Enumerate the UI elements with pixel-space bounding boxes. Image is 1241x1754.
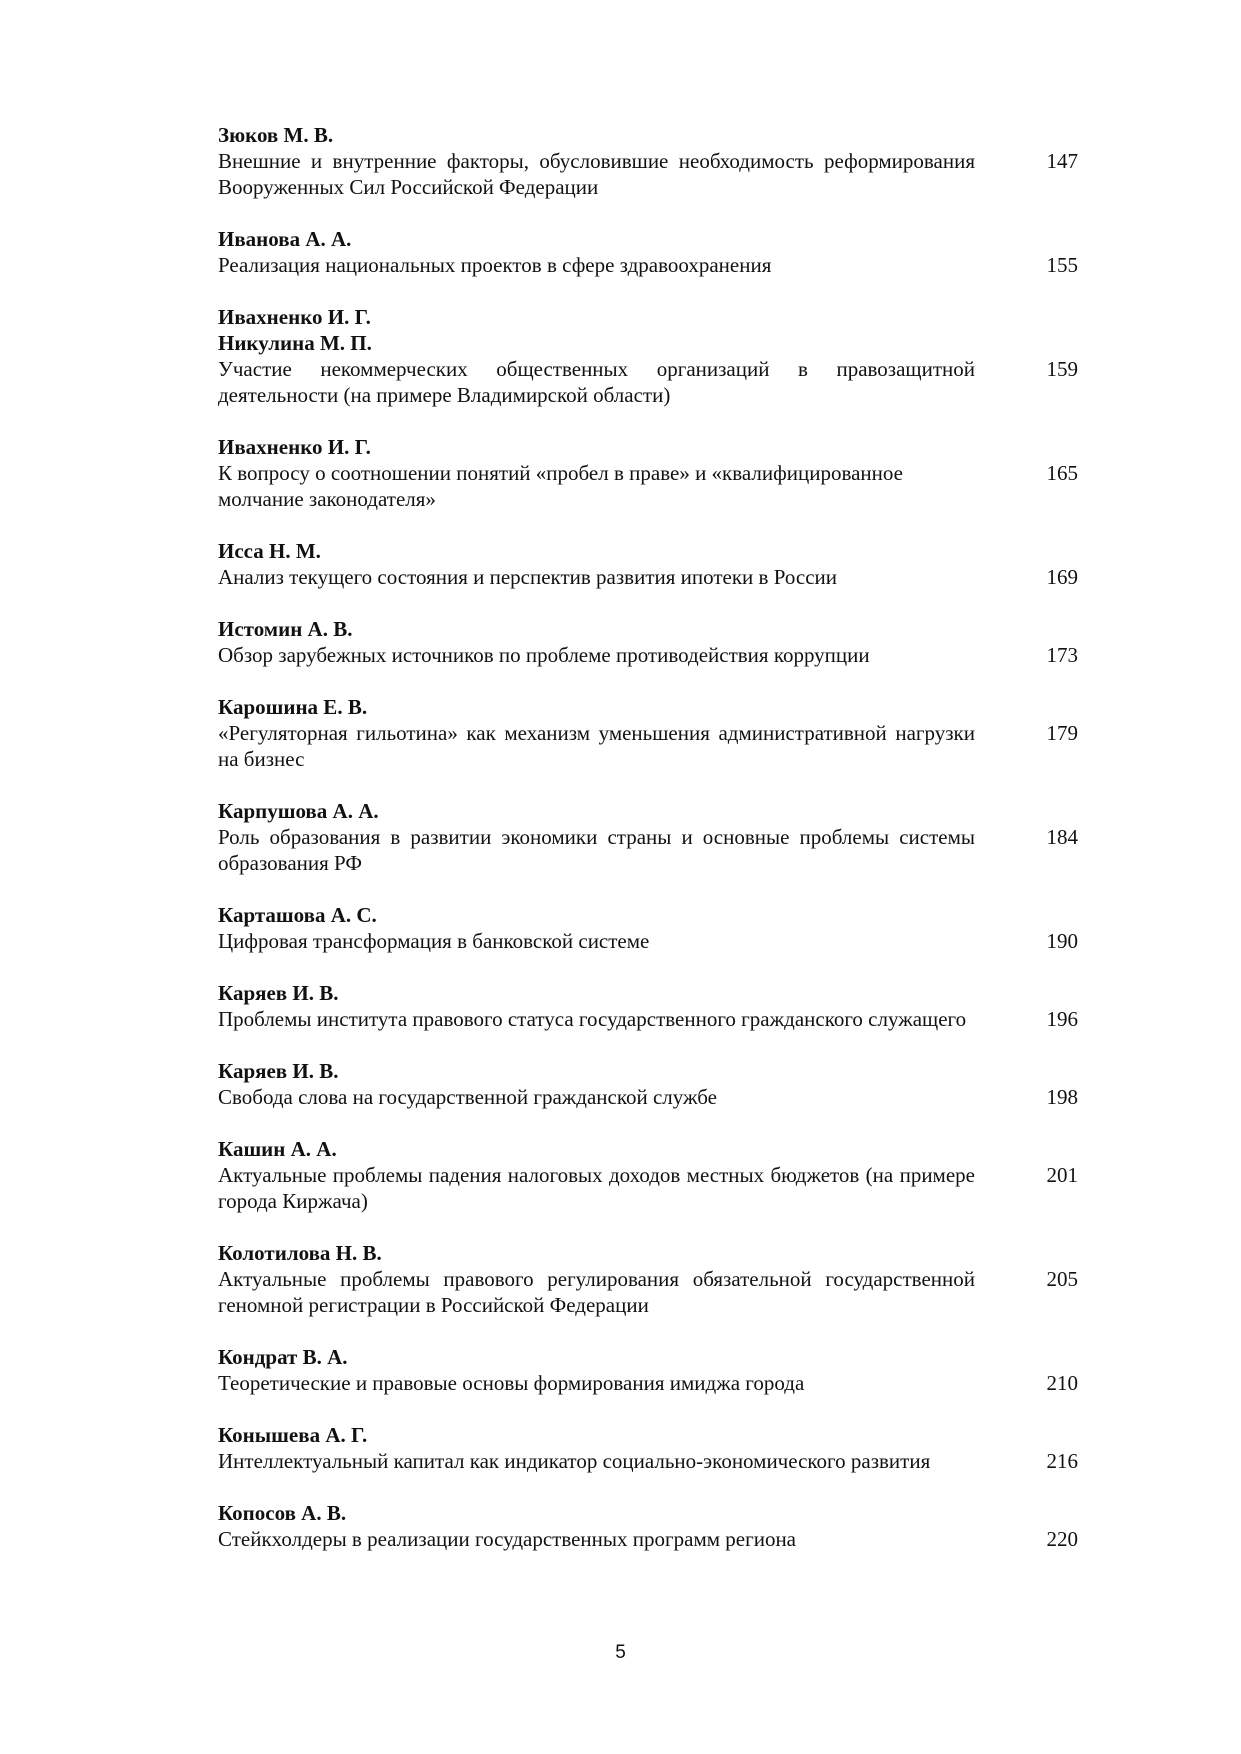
entry-page-number: 173 — [1046, 643, 1078, 667]
entry-title: Анализ текущего состояния и перспектив развития ипотеки в России — [218, 565, 837, 589]
entry-title: Интеллектуальный капитал как индикатор социально-экономического развития — [218, 1449, 931, 1473]
toc-entry — [218, 902, 1078, 954]
toc-entry — [218, 1058, 1078, 1110]
entry-author: Колотилова Н. В. — [218, 1241, 382, 1265]
toc-entry — [218, 226, 1078, 278]
entry-title: Цифровая трансформация в банковской системе — [218, 929, 650, 953]
entry-page-number: 184 — [1046, 825, 1078, 849]
entry-title: Участие некоммерческих общественных организаций в правозащитной деятельности (на примере Владимирской области) — [218, 357, 975, 407]
entry-title: Стейкхолдеры в реализации государственных программ региона — [218, 1527, 797, 1551]
entry-author: Каряев И. В. — [218, 981, 339, 1005]
toc-entry — [218, 304, 1078, 408]
table-of-contents — [218, 122, 1078, 1578]
toc-entry — [218, 1500, 1078, 1552]
entry-page-number: 155 — [1046, 253, 1078, 277]
entry-page-number: 220 — [1046, 1527, 1078, 1551]
entry-title: «Регуляторная гильотина» как механизм уменьшения административной нагрузки на бизнес — [218, 721, 975, 771]
entry-author: Кондрат В. А. — [218, 1345, 348, 1369]
footer-page-number: 5 — [615, 1642, 626, 1663]
entry-author: Карошина Е. В. — [218, 695, 368, 719]
entry-page-number: 169 — [1046, 565, 1078, 589]
toc-entry — [218, 980, 1078, 1032]
toc-entry — [218, 694, 1078, 772]
entry-author: Конышева А. Г. — [218, 1423, 368, 1447]
entry-page-number: 210 — [1046, 1371, 1078, 1395]
toc-entry — [218, 434, 1078, 512]
toc-entry — [218, 122, 1078, 200]
entry-title: Свобода слова на государственной гражданской службе — [218, 1085, 717, 1109]
toc-entry — [218, 1136, 1078, 1214]
entry-page-number: 198 — [1046, 1085, 1078, 1109]
entry-page-number: 205 — [1046, 1267, 1078, 1291]
entry-author: Исса Н. М. — [218, 539, 321, 563]
entry-author: Истомин А. В. — [218, 617, 353, 641]
entry-page-number: 179 — [1046, 721, 1078, 745]
entry-author: Никулина М. П. — [218, 331, 372, 355]
toc-entry — [218, 538, 1078, 590]
entry-title: К вопросу о соотношении понятий «пробел в праве» и «квалифицированное молчание законодателя» — [218, 461, 903, 511]
toc-entry — [218, 616, 1078, 668]
entry-page-number: 196 — [1046, 1007, 1078, 1031]
entry-title: Внешние и внутренние факторы, обусловившие необходимость реформирования Вооруженных Сил Российской Федерации — [218, 149, 975, 199]
entry-title: Актуальные проблемы правового регулирования обязательной государственной геномной регистрации в Российской Федерации — [218, 1267, 975, 1317]
entry-title: Обзор зарубежных источников по проблеме противодействия коррупции — [218, 643, 870, 667]
entry-author: Карташова А. С. — [218, 903, 377, 927]
entry-author: Иванова А. А. — [218, 227, 352, 251]
toc-entry — [218, 1344, 1078, 1396]
entry-page-number: 190 — [1046, 929, 1078, 953]
toc-entry — [218, 1240, 1078, 1318]
entry-page-number: 147 — [1046, 149, 1078, 173]
entry-title: Актуальные проблемы падения налоговых доходов местных бюджетов (на примере города Киржача) — [218, 1163, 975, 1213]
entry-page-number: 201 — [1046, 1163, 1078, 1187]
entry-page-number: 216 — [1046, 1449, 1078, 1473]
entry-author: Каряев И. В. — [218, 1059, 339, 1083]
entry-title: Роль образования в развитии экономики страны и основные проблемы системы образования РФ — [218, 825, 975, 875]
entry-page-number: 159 — [1046, 357, 1078, 381]
toc-entry — [218, 1422, 1078, 1474]
entry-author: Кашин А. А. — [218, 1137, 337, 1161]
entry-author: Карпушова А. А. — [218, 799, 379, 823]
toc-entry — [218, 798, 1078, 876]
entry-author: Ивахненко И. Г. — [218, 435, 371, 459]
entry-author: Копосов А. В. — [218, 1501, 347, 1525]
entry-page-number: 165 — [1046, 461, 1078, 485]
entry-title: Реализация национальных проектов в сфере здравоохранения — [218, 253, 772, 277]
entry-title: Проблемы института правового статуса государственного гражданского служащего — [218, 1007, 967, 1031]
entry-title: Теоретические и правовые основы формирования имиджа города — [218, 1371, 805, 1395]
entry-author: Ивахненко И. Г. — [218, 305, 371, 329]
entry-author: Зюков М. В. — [218, 123, 334, 147]
